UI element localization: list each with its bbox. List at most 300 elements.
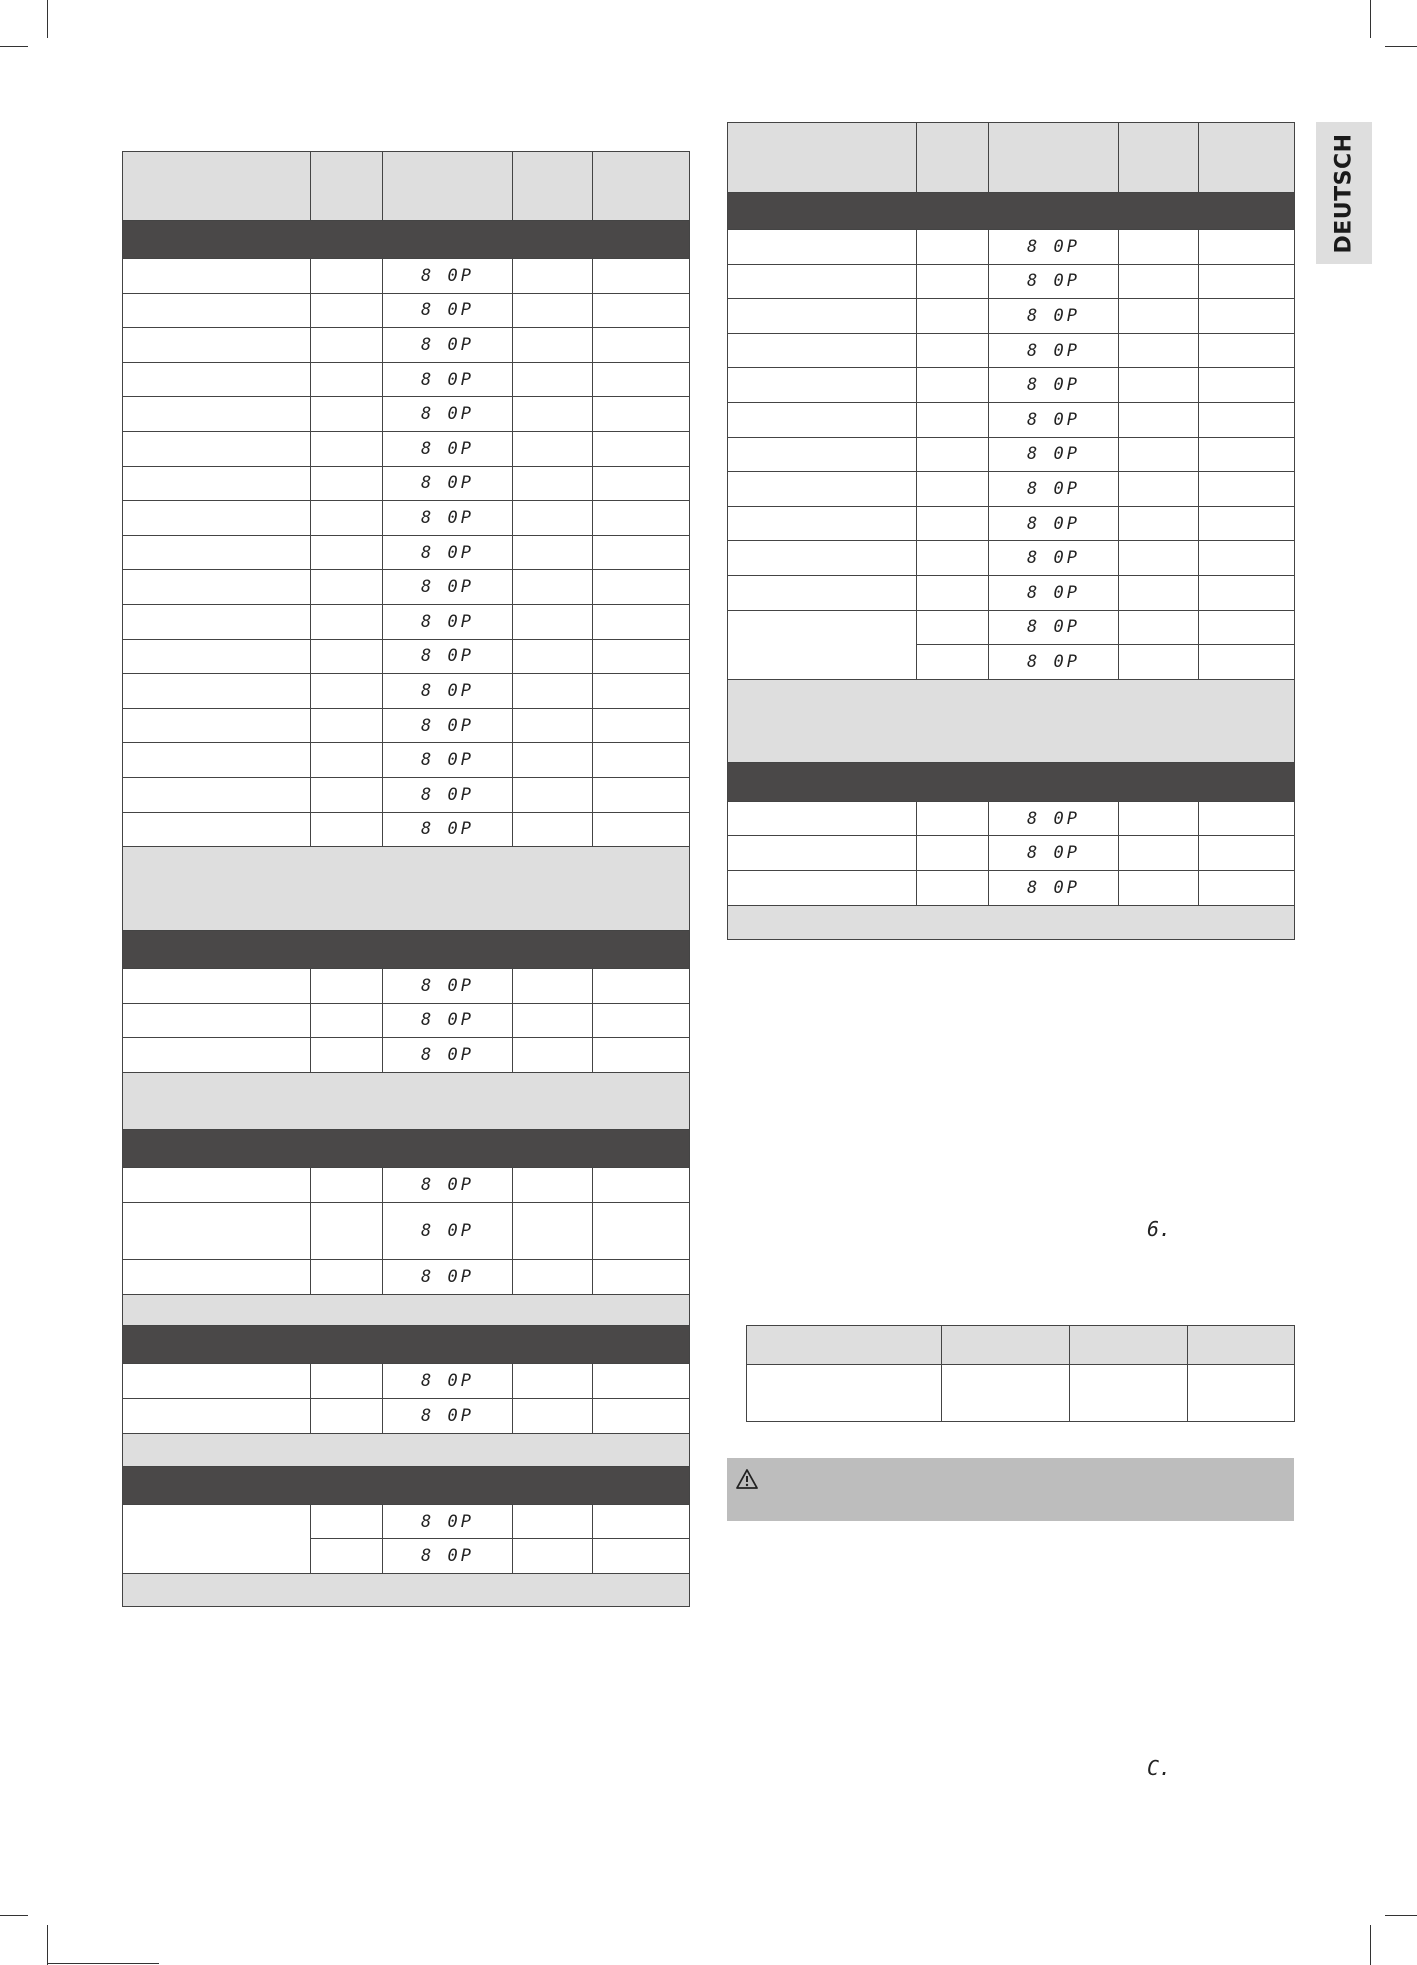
table-cell: [311, 535, 383, 570]
table-cell: [728, 193, 1295, 230]
table-cell: [1199, 299, 1295, 334]
table-cell: [311, 152, 383, 221]
table-cell: [1119, 801, 1199, 836]
display-cell: [989, 870, 1119, 905]
display-cell: [383, 1038, 513, 1073]
table-cell: [513, 152, 593, 221]
table-row: [728, 264, 1295, 299]
table-cell: [728, 123, 917, 193]
display-reading: 8 0P: [421, 300, 474, 321]
table-cell: [311, 1167, 383, 1202]
table-cell: [593, 1504, 690, 1539]
display-cell: [383, 1539, 513, 1574]
display-reading: 8 0P: [1027, 409, 1080, 430]
display-cell: [989, 230, 1119, 265]
table-cell: [513, 674, 593, 709]
display-reading: 8 0P: [1027, 236, 1080, 257]
table-cell: [513, 1003, 593, 1038]
table-cell: [1199, 123, 1295, 193]
table-row: [123, 743, 690, 778]
table-cell: [593, 501, 690, 536]
table-row: [123, 604, 690, 639]
note-row: [123, 1072, 690, 1129]
display-reading: 8 0P: [1027, 444, 1080, 465]
table-row: [728, 437, 1295, 472]
table-cell: [593, 604, 690, 639]
table-cell: [593, 259, 690, 294]
display-reading: 8 0P: [421, 334, 474, 355]
display-cell: [383, 259, 513, 294]
table-cell: [917, 402, 989, 437]
table-cell: [311, 466, 383, 501]
display-reading: 8 0P: [421, 369, 474, 390]
table-cell: [123, 1038, 311, 1073]
table-cell: [942, 1365, 1070, 1422]
table-cell: [1199, 437, 1295, 472]
table-cell: [123, 466, 311, 501]
table-cell: [917, 368, 989, 403]
display-cell: [383, 328, 513, 363]
table-cell: [593, 535, 690, 570]
warning-box: [727, 1458, 1294, 1521]
table-cell: [1070, 1365, 1188, 1422]
display-reading: 8 0P: [1027, 808, 1080, 829]
table-cell: [593, 152, 690, 221]
table-cell: [123, 1466, 690, 1504]
sec-row: [728, 762, 1295, 801]
table-cell: [728, 368, 917, 403]
table-cell: [1199, 836, 1295, 871]
table-cell: [917, 541, 989, 576]
table-row: [123, 1504, 690, 1539]
table-cell: [593, 1202, 690, 1259]
table-row: [123, 1003, 690, 1038]
table-cell: [513, 1167, 593, 1202]
table-cell: [311, 1038, 383, 1073]
table-cell: [1119, 123, 1199, 193]
table-row: [728, 506, 1295, 541]
table-cell: [513, 1363, 593, 1398]
table-cell: [728, 679, 1295, 762]
display-reading: 8 0P: [1027, 651, 1080, 672]
table-cell: [311, 1398, 383, 1433]
table-cell: [593, 708, 690, 743]
table-cell: [728, 610, 917, 679]
table-cell: [728, 264, 917, 299]
display-reading: 8 0P: [421, 473, 474, 494]
display-glyph-6: 6.: [1147, 1217, 1172, 1241]
display-reading: 8 0P: [421, 507, 474, 528]
table-cell: [311, 1259, 383, 1294]
table-cell: [311, 1539, 383, 1574]
table-row: [728, 299, 1295, 334]
table-cell: [1199, 870, 1295, 905]
table-cell: [593, 1398, 690, 1433]
display-cell: [989, 368, 1119, 403]
table-cell: [728, 762, 1295, 801]
table-cell: [593, 969, 690, 1004]
display-reading: 8 0P: [421, 577, 474, 598]
table-cell: [728, 870, 917, 905]
display-cell: [383, 1398, 513, 1433]
table-row: [123, 777, 690, 812]
table-cell: [311, 1003, 383, 1038]
table-row: [123, 535, 690, 570]
crop-mark: [1385, 1915, 1417, 1916]
table-cell: [917, 472, 989, 507]
table-cell: [593, 674, 690, 709]
table-cell: [1119, 472, 1199, 507]
table-cell: [513, 1398, 593, 1433]
display-reading: 8 0P: [421, 1266, 474, 1287]
table-cell: [728, 230, 917, 265]
table-row: [123, 431, 690, 466]
display-reading: 8 0P: [421, 1546, 474, 1567]
table-cell: [728, 541, 917, 576]
display-cell: [383, 431, 513, 466]
table-row: [728, 836, 1295, 871]
table-cell: [917, 123, 989, 193]
table-cell: [1119, 264, 1199, 299]
table-row: [123, 812, 690, 847]
table-cell: [1119, 506, 1199, 541]
display-reading: 8 0P: [1027, 548, 1080, 569]
table-cell: [123, 259, 311, 294]
crop-mark: [0, 46, 28, 47]
table-cell: [1119, 230, 1199, 265]
table-cell: [1119, 299, 1199, 334]
table-cell: [1119, 645, 1199, 680]
table-cell: [311, 969, 383, 1004]
table-row: [123, 570, 690, 605]
table-cell: [123, 1294, 690, 1325]
program-table-right: [727, 122, 1295, 940]
table-cell: [123, 221, 690, 259]
table-cell: [593, 1539, 690, 1574]
display-reading: 8 0P: [1027, 375, 1080, 396]
display-reading: 8 0P: [421, 784, 474, 805]
sec-row: [728, 193, 1295, 230]
table-cell: [513, 466, 593, 501]
display-cell: [383, 570, 513, 605]
display-reading: 8 0P: [1027, 340, 1080, 361]
table-cell: [593, 1003, 690, 1038]
display-cell: [383, 1259, 513, 1294]
note-row: [123, 847, 690, 931]
table-cell: [747, 1326, 942, 1365]
table-cell: [917, 333, 989, 368]
table-cell: [917, 575, 989, 610]
table-cell: [593, 431, 690, 466]
display-reading: 8 0P: [1027, 305, 1080, 326]
table-cell: [123, 777, 311, 812]
table-cell: [1119, 575, 1199, 610]
display-cell: [383, 1363, 513, 1398]
table-cell: [311, 501, 383, 536]
table-cell: [1119, 368, 1199, 403]
table-row: [123, 362, 690, 397]
table-cell: [123, 1072, 690, 1129]
display-reading: 8 0P: [421, 542, 474, 563]
table-cell: [513, 535, 593, 570]
table-cell: [1119, 333, 1199, 368]
table-cell: [311, 1504, 383, 1539]
table-cell: [1199, 264, 1295, 299]
table-row: [728, 575, 1295, 610]
table-cell: [1119, 610, 1199, 645]
sec-row: [123, 931, 690, 969]
table-cell: [917, 230, 989, 265]
table-cell: [593, 293, 690, 328]
table-cell: [917, 437, 989, 472]
sec-row: [123, 1466, 690, 1504]
table-cell: [513, 777, 593, 812]
table-cell: [123, 847, 690, 931]
display-cell: [383, 466, 513, 501]
display-reading: 8 0P: [421, 819, 474, 840]
table-row: [123, 1259, 690, 1294]
display-cell: [383, 1202, 513, 1259]
table-cell: [311, 362, 383, 397]
table-row: [123, 293, 690, 328]
table-cell: [942, 1326, 1070, 1365]
display-cell: [989, 437, 1119, 472]
language-tab: [1316, 122, 1372, 264]
table-cell: [593, 362, 690, 397]
table-cell: [593, 1259, 690, 1294]
display-cell: [989, 402, 1119, 437]
display-cell: [383, 812, 513, 847]
display-reading: 8 0P: [1027, 617, 1080, 638]
table-cell: [123, 1003, 311, 1038]
note-row: [728, 905, 1295, 939]
note-row: [123, 1294, 690, 1325]
table-cell: [123, 1573, 690, 1606]
table-cell: [1199, 230, 1295, 265]
table-cell: [728, 905, 1295, 939]
table-cell: [1199, 333, 1295, 368]
table-cell: [123, 293, 311, 328]
display-reading: 8 0P: [421, 1405, 474, 1426]
display-cell: [989, 264, 1119, 299]
table-cell: [1188, 1365, 1295, 1422]
table-cell: [311, 293, 383, 328]
display-reading: 8 0P: [421, 1370, 474, 1391]
table-cell: [513, 743, 593, 778]
table-cell: [1199, 506, 1295, 541]
sec-row: [123, 221, 690, 259]
table-cell: [123, 1398, 311, 1433]
table-cell: [728, 299, 917, 334]
table-cell: [593, 812, 690, 847]
table-cell: [311, 1202, 383, 1259]
table-cell: [123, 152, 311, 221]
table-cell: [593, 743, 690, 778]
table-cell: [311, 743, 383, 778]
table-cell: [593, 397, 690, 432]
table-cell: [311, 328, 383, 363]
display-cell: [383, 362, 513, 397]
display-reading: 8 0P: [421, 611, 474, 632]
display-reading: 8 0P: [421, 438, 474, 459]
table-row: [123, 1398, 690, 1433]
table-cell: [1199, 368, 1295, 403]
display-reading: 8 0P: [421, 1511, 474, 1532]
table-cell: [1199, 610, 1295, 645]
table-row: [123, 1202, 690, 1259]
table-cell: [123, 1433, 690, 1466]
display-reading: 8 0P: [421, 646, 474, 667]
crop-mark: [47, 1925, 48, 1965]
table-row: [123, 259, 690, 294]
table-cell: [311, 777, 383, 812]
table-cell: [593, 1363, 690, 1398]
display-cell: [383, 604, 513, 639]
table-cell: [513, 328, 593, 363]
display-cell: [383, 1003, 513, 1038]
table-row: [123, 397, 690, 432]
display-cell: [383, 639, 513, 674]
table-cell: [593, 570, 690, 605]
table-cell: [311, 674, 383, 709]
table-row: [728, 472, 1295, 507]
display-cell: [383, 1167, 513, 1202]
table-cell: [1188, 1326, 1295, 1365]
table-cell: [513, 639, 593, 674]
table-cell: [513, 1259, 593, 1294]
table-cell: [311, 397, 383, 432]
table-cell: [917, 836, 989, 871]
display-reading: 8 0P: [1027, 271, 1080, 292]
table-cell: [383, 152, 513, 221]
table-cell: [593, 639, 690, 674]
table-cell: [513, 969, 593, 1004]
table-cell: [1199, 472, 1295, 507]
table-cell: [123, 501, 311, 536]
table-cell: [123, 1325, 690, 1363]
language-tab-label: DEUTSCH: [1331, 132, 1357, 254]
table-row: [728, 230, 1295, 265]
display-cell: [383, 708, 513, 743]
table-row: [728, 541, 1295, 576]
table-cell: [1119, 870, 1199, 905]
table-cell: [513, 293, 593, 328]
table-cell: [728, 472, 917, 507]
table-cell: [123, 1202, 311, 1259]
display-reading: 8 0P: [421, 1045, 474, 1066]
table-row: [123, 1167, 690, 1202]
display-reading: 8 0P: [1027, 843, 1080, 864]
table-cell: [123, 1259, 311, 1294]
table-cell: [917, 610, 989, 645]
display-reading: 8 0P: [421, 680, 474, 701]
table-cell: [123, 604, 311, 639]
display-cell: [989, 472, 1119, 507]
table-row: [123, 969, 690, 1004]
table-cell: [917, 645, 989, 680]
table-cell: [989, 123, 1119, 193]
table-row: [123, 674, 690, 709]
display-reading: 8 0P: [421, 404, 474, 425]
table-cell: [1119, 402, 1199, 437]
crop-mark: [1370, 0, 1371, 38]
table-cell: [513, 1202, 593, 1259]
table-cell: [1199, 575, 1295, 610]
table-cell: [917, 264, 989, 299]
table-cell: [513, 501, 593, 536]
table-cell: [123, 328, 311, 363]
table-cell: [593, 777, 690, 812]
sec-row: [123, 1129, 690, 1167]
display-cell: [383, 674, 513, 709]
hdr-row: [123, 152, 690, 221]
table-cell: [1119, 836, 1199, 871]
display-cell: [989, 541, 1119, 576]
table-cell: [123, 397, 311, 432]
table-cell: [728, 575, 917, 610]
table-cell: [311, 259, 383, 294]
table-cell: [123, 639, 311, 674]
table-cell: [513, 570, 593, 605]
table-row: [728, 610, 1295, 645]
table-cell: [1119, 541, 1199, 576]
table-row: [123, 708, 690, 743]
display-cell: [989, 333, 1119, 368]
note-row: [728, 679, 1295, 762]
display-cell: [383, 535, 513, 570]
table-cell: [728, 801, 917, 836]
table-cell: [123, 431, 311, 466]
table-cell: [123, 708, 311, 743]
display-reading: 8 0P: [1027, 478, 1080, 499]
table-row: [123, 328, 690, 363]
table-cell: [917, 299, 989, 334]
table-row: [123, 1363, 690, 1398]
table-cell: [917, 870, 989, 905]
sec-row: [123, 1325, 690, 1363]
display-cell: [383, 501, 513, 536]
table-cell: [747, 1365, 942, 1422]
table-cell: [123, 1363, 311, 1398]
table-cell: [917, 506, 989, 541]
table-cell: [917, 801, 989, 836]
display-reading: 8 0P: [1027, 877, 1080, 898]
table-cell: [513, 397, 593, 432]
table-cell: [123, 812, 311, 847]
display-reading: 8 0P: [421, 1174, 474, 1195]
crop-mark: [47, 1963, 159, 1964]
display-cell: [989, 575, 1119, 610]
display-cell: [383, 743, 513, 778]
warning-triangle-icon: [735, 1468, 759, 1490]
crop-mark: [0, 1915, 28, 1916]
crop-mark: [1385, 46, 1417, 47]
table-cell: [513, 604, 593, 639]
table-cell: [123, 1167, 311, 1202]
table-cell: [311, 639, 383, 674]
table-cell: [123, 1504, 311, 1573]
table-cell: [513, 708, 593, 743]
table-cell: [311, 431, 383, 466]
table-cell: [513, 1038, 593, 1073]
table-cell: [1070, 1326, 1188, 1365]
table-cell: [513, 1504, 593, 1539]
display-cell: [989, 506, 1119, 541]
table-row: [123, 466, 690, 501]
display-cell: [383, 293, 513, 328]
display-reading: 8 0P: [421, 750, 474, 771]
table-cell: [728, 402, 917, 437]
